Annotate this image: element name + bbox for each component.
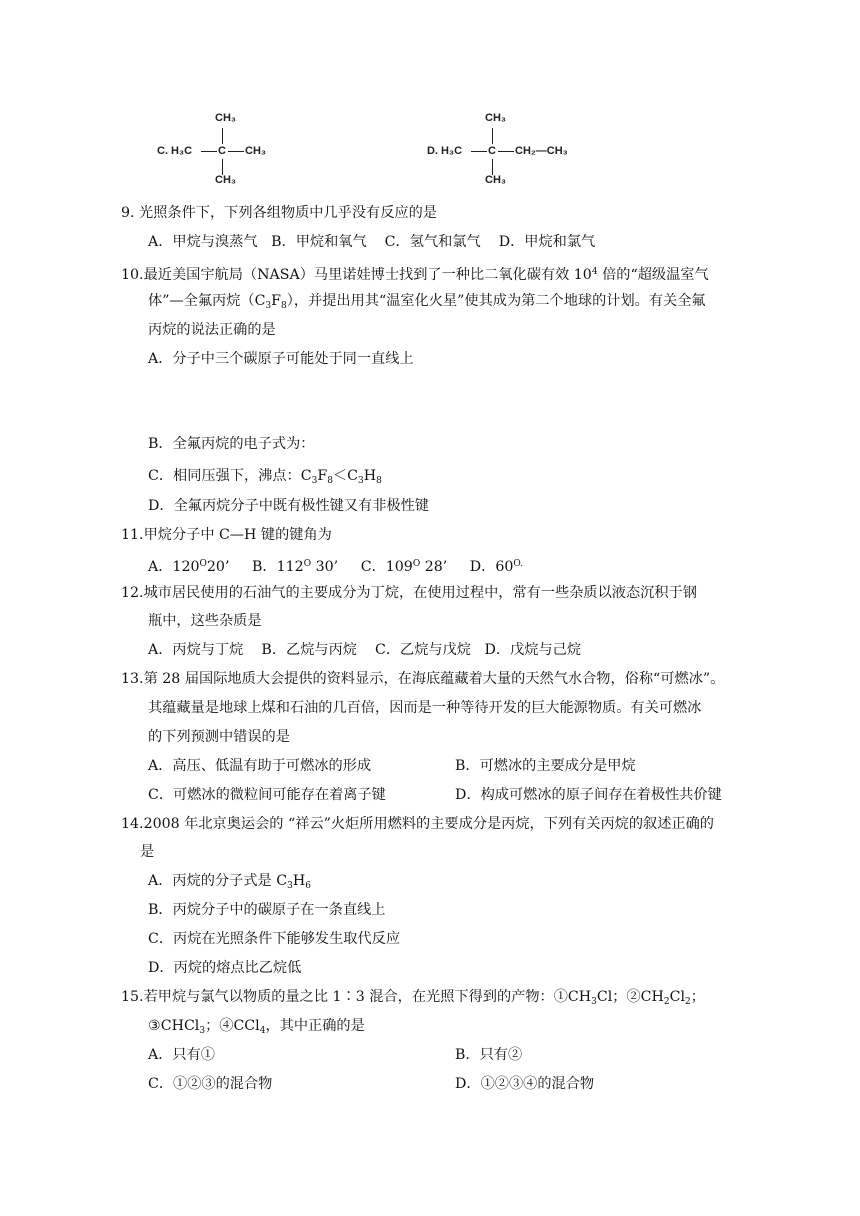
structure-d-right: CH₂—CH₃ bbox=[515, 145, 568, 157]
question-15-line-1: 15.若甲烷与氯气以物质的量之比 1∶3 混合，在光照下得到的产物：$①CH_3Cl$；$②CH_2Cl_2$； bbox=[121, 989, 705, 1007]
question-10-option-a: A．分子中三个碳原子可能处于同一直线上 bbox=[148, 351, 414, 367]
question-14-option-d: D．丙烷的熔点比乙烷低 bbox=[148, 960, 302, 976]
question-10-option-d: D．全氟丙烷分子中既有极性键又有非极性键 bbox=[148, 498, 429, 514]
question-13-option-a: A．高压、低温有助于可燃冰的形成 bbox=[148, 758, 372, 774]
structure-c-top: CH₃ bbox=[215, 112, 236, 124]
question-9-options: A．甲烷与溴蒸气 B．甲烷和氧气 C．氢气和氯气 D．甲烷和氯气 bbox=[148, 234, 596, 250]
option-c: C．$109^O$ 28’ bbox=[360, 559, 448, 575]
question-15-line-2: ③CHCl$_3$；④CCl$_4$，其中正确的是 bbox=[148, 1018, 365, 1036]
question-14-option-a: A．丙烷的分子式是 $C_3H_6$ bbox=[148, 873, 311, 891]
question-14-option-c: C．丙烷在光照条件下能够发生取代反应 bbox=[148, 931, 401, 947]
question-12-options: A．丙烷与丁烷 B．乙烷与丙烷 C．乙烷与戊烷 D．戊烷与己烷 bbox=[148, 642, 582, 658]
bond-line bbox=[471, 151, 487, 152]
question-10-line-2: 体”—全氟丙烷$(C_3F_8)$，并提出用其“温室化火星”使其成为第二个地球的计划。有关全氟 bbox=[148, 293, 706, 311]
question-10-line-3: 丙烷的说法正确的是 bbox=[148, 322, 276, 338]
structure-c-bottom: CH₃ bbox=[215, 174, 236, 186]
bond-line bbox=[492, 159, 493, 175]
question-10-line-1: 10.最近美国宇航局（NASA）马里诺娃博士找到了一种比二氧化碳有效 $10^4$ 倍的“超级温室气 bbox=[121, 267, 709, 283]
bond-line bbox=[201, 151, 217, 152]
bond-line bbox=[228, 151, 244, 152]
question-13-option-b: B．可燃冰的主要成分是甲烷 bbox=[455, 758, 636, 774]
question-10-option-b: B．全氟丙烷的电子式为： bbox=[148, 436, 315, 452]
structure-c-right: CH₃ bbox=[245, 145, 266, 157]
question-12-line-1: 12.城市居民使用的石油气的主要成分为丁烷，在使用过程中，常有一些杂质以液态沉积于钢 bbox=[121, 585, 697, 601]
structure-c-center: C bbox=[218, 145, 226, 157]
question-13-line-3: 的下列预测中错误的是 bbox=[148, 729, 290, 745]
question-10-option-c: C．相同压强下，沸点：$C_3F_8<C_3H_8$ bbox=[148, 468, 382, 486]
question-14-line-1: 14.2008 年北京奥运会的 “祥云”火炬所用燃料的主要成分是丙烷，下列有关丙烷的叙述正确的 bbox=[121, 816, 714, 832]
question-15-option-b: B．只有② bbox=[455, 1047, 523, 1063]
question-15-option-d: D．①②③④的混合物 bbox=[455, 1076, 595, 1092]
option-a: A．$120^O20$’ bbox=[148, 559, 230, 575]
question-12-line-2: 瓶中，这些杂质是 bbox=[148, 613, 262, 629]
question-13-option-d: D．构成可燃冰的原子间存在着极性共价键 bbox=[455, 787, 722, 803]
structure-c bbox=[155, 108, 295, 188]
bond-line bbox=[222, 128, 223, 144]
option-d: D．$60^{O.}$ bbox=[469, 559, 524, 575]
question-13-line-2: 其蕴藏量是地球上煤和石油的几百倍，因而是一种等待开发的巨大能源物质。有关可燃冰 bbox=[148, 700, 702, 716]
structure-d-top: CH₃ bbox=[485, 112, 506, 124]
question-13-option-c: C．可燃冰的微粒间可能存在着离子键 bbox=[148, 787, 386, 803]
structure-c-label: C. H₃C bbox=[157, 145, 193, 157]
question-14-option-b: B．丙烷分子中的碳原子在一条直线上 bbox=[148, 902, 386, 918]
structure-d bbox=[425, 108, 595, 188]
structure-d-center: C bbox=[488, 145, 496, 157]
structure-d-bottom: CH₃ bbox=[485, 174, 506, 186]
question-15-option-a: A．只有① bbox=[148, 1047, 215, 1063]
structure-d-label: D. H₃C bbox=[427, 145, 463, 157]
question-14-line-2: 是 bbox=[140, 844, 155, 860]
question-9-stem: 9. 光照条件下，下列各组物质中几乎没有反应的是 bbox=[121, 205, 437, 221]
question-13-line-1: 13.第 28 届国际地质大会提供的资料显示，在海底蕴藏着大量的天然气水合物，俗称“可燃冰”。 bbox=[121, 671, 725, 687]
question-11-stem: 11.甲烷分子中 C—H 键的键角为 bbox=[121, 527, 332, 543]
option-b: B．$112^O$ 30’ bbox=[252, 559, 339, 575]
bond-line bbox=[222, 159, 223, 175]
bond-line bbox=[492, 128, 493, 144]
question-11-options bbox=[148, 554, 523, 577]
bond-line bbox=[498, 151, 514, 152]
question-15-option-c: C．①②③的混合物 bbox=[148, 1076, 273, 1092]
